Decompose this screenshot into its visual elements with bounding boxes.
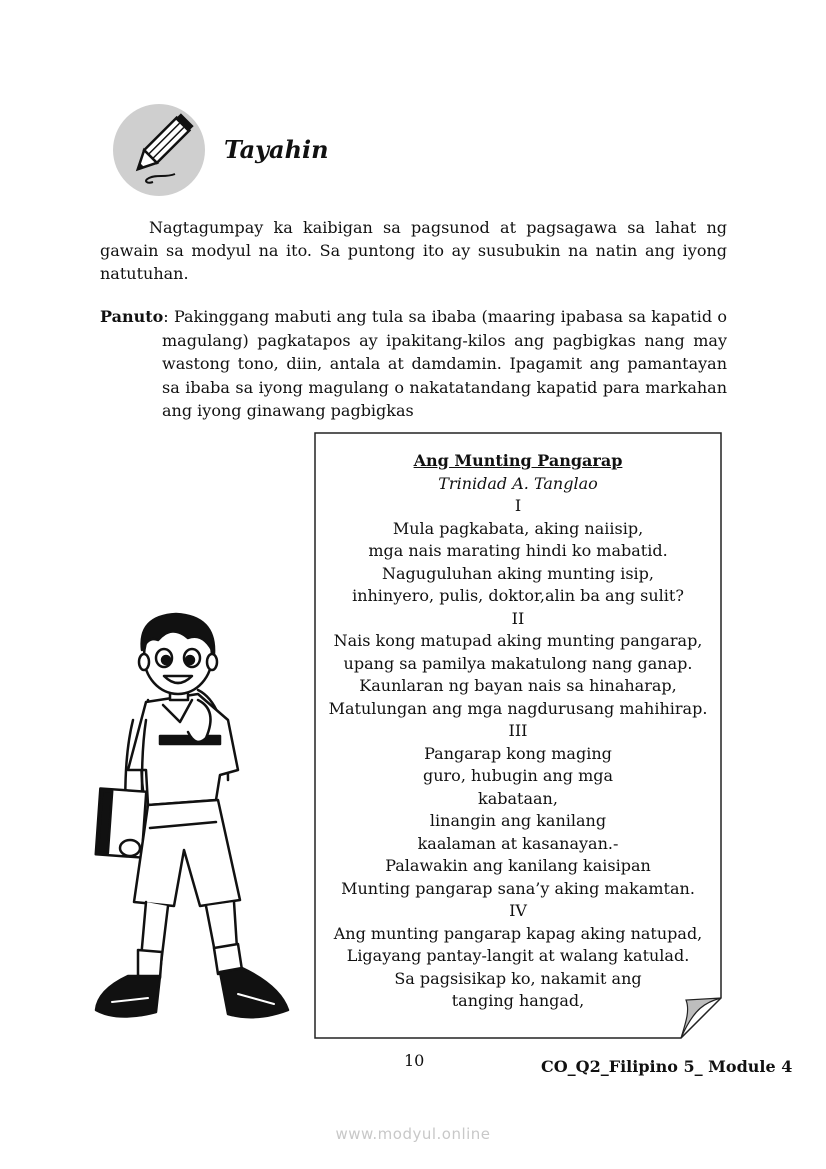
section-title: Tayahin bbox=[224, 135, 329, 164]
stanza-numeral: III bbox=[508, 721, 528, 740]
poem-line: Palawakin ang kanilang kaisipan bbox=[385, 856, 651, 875]
stanza-numeral: IV bbox=[509, 901, 527, 920]
section-badge bbox=[113, 104, 205, 196]
poem-author: Trinidad A. Tanglao bbox=[438, 473, 598, 493]
poem-line: mga nais marating hindi ko mabatid. bbox=[368, 541, 668, 560]
poem-line: Mula pagkabata, aking naiisip, bbox=[392, 518, 644, 538]
poem-line: Ang munting pangarap kapag aking natupad, bbox=[333, 923, 703, 943]
poem-line: Kaunlaran ng bayan nais sa hinaharap, bbox=[359, 676, 677, 695]
poem-line: linangin ang kanilang kaalaman at kasanayan.- bbox=[417, 811, 619, 853]
poem-line: Pangarap kong maging guro, hubugin ang mga kabataan, bbox=[422, 743, 614, 808]
poem-line: Ligayang pantay-langit at walang katulad. bbox=[346, 946, 690, 965]
poem-line: upang sa pamilya makatulong nang ganap. bbox=[343, 653, 693, 673]
instructions bbox=[100, 305, 727, 423]
stanza-numeral: II bbox=[511, 608, 525, 628]
poem-line: Naguguluhan aking munting isip, bbox=[381, 563, 654, 583]
module-code: CO_Q2_Filipino 5_ Module 4 bbox=[541, 1057, 793, 1076]
poem-line: Sa pagsisikap ko, nakamit ang tanging hangad, bbox=[394, 968, 642, 1010]
student-illustration bbox=[88, 610, 293, 1030]
poem-title: Ang Munting Pangarap bbox=[413, 451, 623, 470]
instructions-label: Panuto bbox=[100, 307, 164, 326]
poem-line: Munting pangarap sana’y aking makamtan. bbox=[341, 878, 695, 898]
instructions-text: : Pakinggang mabuti ang tula sa ibaba (maaring ipabasa sa kapatid o magulang) pagkatapos ay ipakitang-kilos ang pagbigkas nang may wastong tono, diin, antala at damdamin. Ipagamit ang pamantayan sa ibaba sa iyong magulang o nakatatandang kapatid para markahan ang iyong ginawang pagbigkas bbox=[162, 307, 727, 420]
poem-line: Nais kong matupad aking munting pangarap, bbox=[333, 631, 703, 650]
poem-box bbox=[314, 432, 722, 1039]
page-number: 10 bbox=[404, 1051, 425, 1070]
pencil-icon bbox=[113, 104, 205, 196]
watermark: www.modyul.online bbox=[335, 1125, 491, 1143]
intro-paragraph: Nagtagumpay ka kaibigan sa pagsunod at pagsagawa sa lahat ng gawain sa modyul na ito. Sa puntong ito ay susubukin na natin ang iyong natutuhan. bbox=[100, 218, 727, 283]
poem bbox=[314, 450, 722, 1013]
poem-line: Matulungan ang mga nagdurusang mahihirap. bbox=[328, 698, 708, 718]
stanza-numeral: I bbox=[514, 496, 522, 515]
poem-line: inhinyero, pulis, doktor,alin ba ang sulit? bbox=[352, 586, 684, 605]
